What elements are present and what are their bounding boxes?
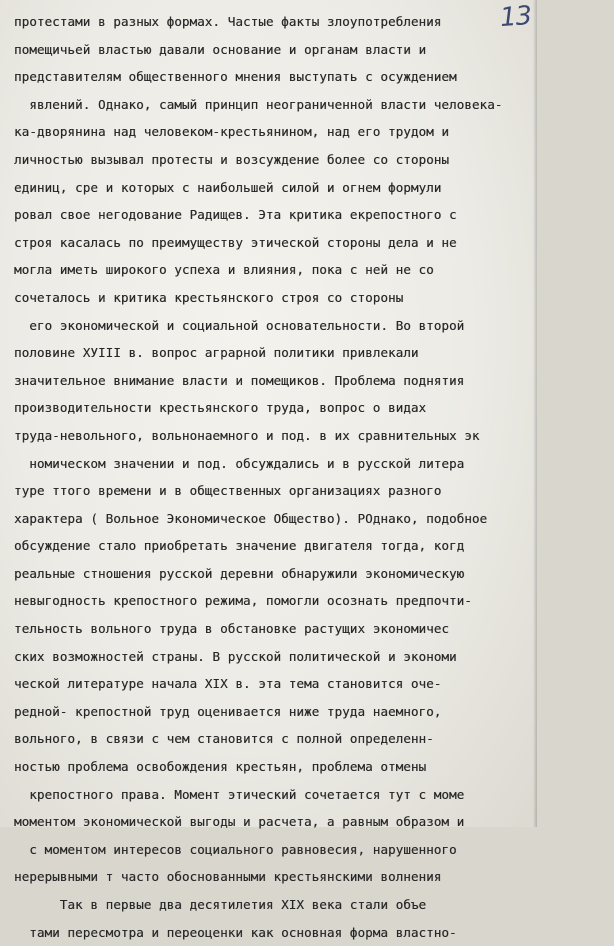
text-line: могла иметь широкого успеха и влияния, пока с ней не со <box>14 262 434 278</box>
text-line: нерерывными т часто обоснованными крестьянскими волнения <box>14 869 442 885</box>
text-line: номическом значении и под. обсуждались и в русской литера <box>14 455 465 471</box>
text-line: строя касалась по преимуществу этической стороны дела и не <box>14 234 457 250</box>
text-line: характера ( Вольное Экономическое Общество). РОднако, подобное <box>14 510 488 526</box>
text-line: ских возможностей страны. В русской политической и экономи <box>14 648 457 664</box>
page-edge-shadow <box>533 0 537 827</box>
text-line: протестами в разных формах. Частые факты злоупотребления <box>14 14 442 29</box>
text-line: ностью проблема освобождения крестьян, проблема отмены <box>14 759 427 775</box>
text-line: невыгодность крепостного режима, помогли осознать предпочти- <box>14 593 472 609</box>
text-line: личностью вызывал протесты и возсуждение более со стороны <box>14 151 450 167</box>
text-line: крепостного права. Момент этический сочетается тут с моме <box>14 786 465 802</box>
typed-text-body <box>14 8 614 946</box>
text-line: редной- крепостной труд оценивается ниже труда наемного, <box>14 703 442 719</box>
text-line: труда-невольного, вольнонаемного и под. в их сравнительных эк <box>14 427 480 443</box>
text-line: моментом экономической выгоды и расчета, а равным образом и <box>14 814 465 830</box>
text-line: производительности крестьянского труда, вопрос о видах <box>14 400 427 416</box>
text-line: значительное внимание власти и помещиков. Проблема поднятия <box>14 372 465 388</box>
text-line: единиц, сре и которых с наибольшей силой и огнем формули <box>14 179 442 195</box>
text-line: явлений. Однако, самый принцип неограниченной власти человека- <box>14 96 503 112</box>
text-line: тельность вольного труда в обстановке растущих экономичес <box>14 621 450 637</box>
text-line: обсуждение стало приобретать значение двигателя тогда, когд <box>14 538 465 554</box>
text-line: ровал свое негодование Радищев. Эта критика екрепостного с <box>14 207 457 223</box>
text-line: его экономической и социальной основательности. Во второй <box>14 317 465 333</box>
text-line: сочеталось и критика крестьянского строя со стороны <box>14 289 404 305</box>
text-line: представителям общественного мнения выступать с осуждением <box>14 69 457 85</box>
text-line: реальные стношения русской деревни обнаружили экономическую <box>14 565 465 581</box>
text-line: Так в первые два десятилетия XIX века стали объе <box>14 897 427 912</box>
text-line: ческой литературе начала XIX в. эта тема становится оче- <box>14 676 442 692</box>
text-line: половине ХУIII в. вопрос аграрной политики привлекали <box>14 345 419 361</box>
text-line: туре ттого времени и в общественных организациях разного <box>14 483 442 499</box>
text-line: вольного, в связи с чем становится с полной определенн- <box>14 731 434 747</box>
text-line: помещичьей властью давали основание и органам власти и <box>14 41 427 57</box>
text-line: тами пересмотра и переоценки как основная форма властно- <box>14 924 457 940</box>
text-line: ка-дворянина над человеком-крестьянином, над его трудом и <box>14 124 450 140</box>
text-line: с моментом интересов социального равновесия, нарушенного <box>14 841 457 857</box>
page-number: 13 <box>498 0 533 34</box>
